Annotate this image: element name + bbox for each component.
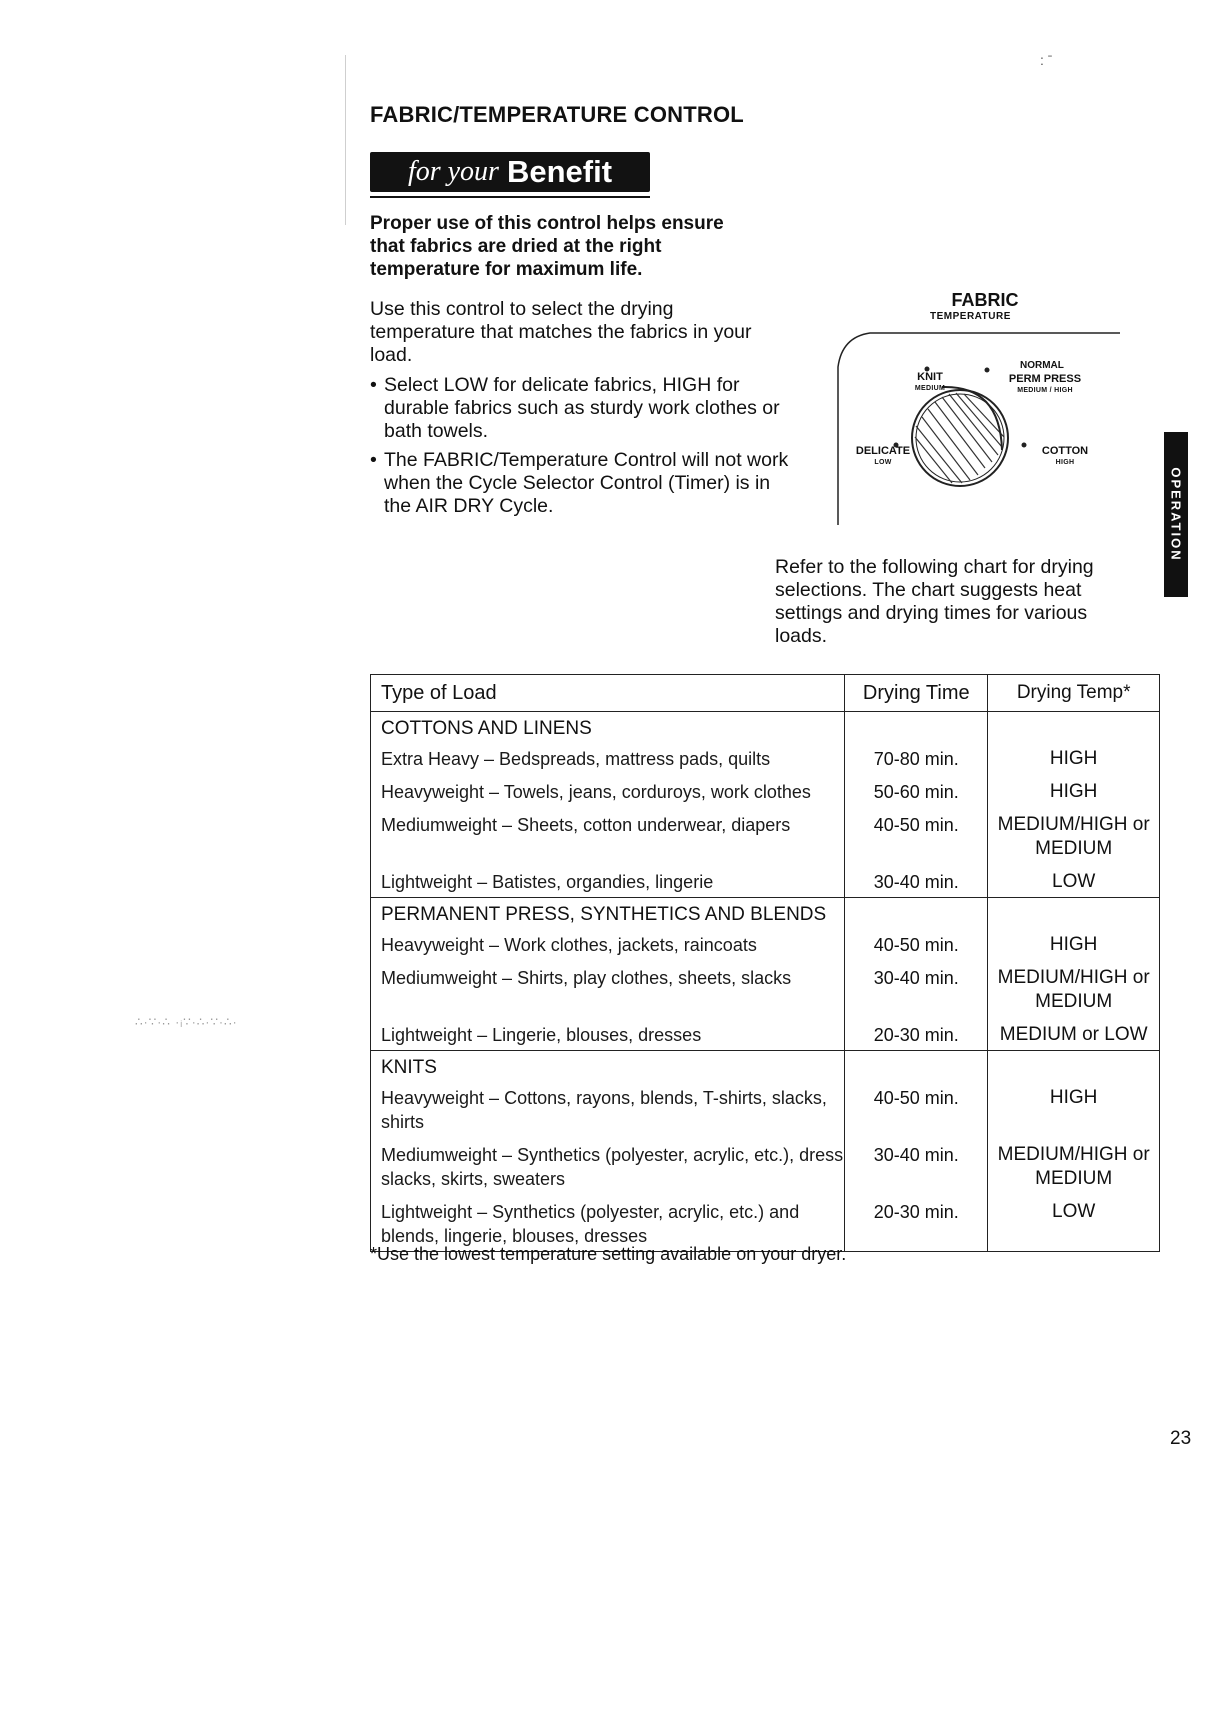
table-row <box>371 864 1160 898</box>
table-row <box>371 1137 1160 1194</box>
benefit-banner <box>370 152 650 192</box>
time-cell: 30-40 min. <box>845 960 988 1017</box>
dial-label-cotton: COTTON HIGH <box>1035 445 1095 469</box>
temp-cell: HIGH <box>988 1080 1160 1137</box>
header-drying-time: Drying Time <box>845 675 988 712</box>
page-number: 23 <box>1170 1428 1192 1449</box>
benefit-underline <box>370 196 650 198</box>
table-footnote: *Use the lowest temperature setting available on your dryer. <box>370 1244 847 1264</box>
table-row <box>371 1017 1160 1051</box>
side-tab-label: OPERATION <box>1168 467 1184 562</box>
temp-cell: MEDIUM/HIGH or MEDIUM <box>988 807 1160 864</box>
temp-cell: MEDIUM/HIGH or MEDIUM <box>988 1137 1160 1194</box>
instruction-bullet: • Select LOW for delicate fabrics, HIGH for durable fabrics such as sturdy work clothes or bath towels. <box>370 374 794 443</box>
header-drying-temp: Drying Temp* <box>988 675 1160 712</box>
dial-label-perm-temp: MEDIUM / HIGH <box>1017 387 1073 394</box>
side-section-tab <box>1164 432 1188 597</box>
benefit-banner-word: Benefit <box>506 154 613 189</box>
load-cell: Heavyweight – Work clothes, jackets, raincoats <box>371 927 845 960</box>
group-name: PERMANENT PRESS, SYNTHETICS AND BLENDS <box>371 898 845 928</box>
benefit-banner-prefix: for your <box>407 156 499 187</box>
header-type-of-load: Type of Load <box>371 675 845 712</box>
temp-cell: MEDIUM or LOW <box>988 1017 1160 1051</box>
time-cell: 20-30 min. <box>845 1194 988 1252</box>
temp-cell: LOW <box>988 1194 1160 1252</box>
load-cell: Mediumweight – Synthetics (polyester, acrylic, etc.), dress slacks, skirts, sweaters <box>371 1137 845 1194</box>
refer-paragraph: Refer to the following chart for drying selections. The chart suggests heat settings and drying times for various loads. <box>775 556 1094 647</box>
dial-label-perm-press: PERM PRESS MEDIUM / HIGH <box>995 373 1095 397</box>
temp-cell: HIGH <box>988 741 1160 774</box>
table-row <box>371 1080 1160 1137</box>
temp-cell: LOW <box>988 864 1160 898</box>
dial-label-delicate-temp: LOW <box>874 459 892 466</box>
time-cell: 30-40 min. <box>845 864 988 898</box>
section-title: FABRIC/TEMPERATURE CONTROL <box>370 102 744 127</box>
dial-knob-icon <box>912 387 1008 486</box>
load-cell: Extra Heavy – Bedspreads, mattress pads, quilts <box>371 741 845 774</box>
dial-label-delicate: DELICATE LOW <box>848 445 918 469</box>
dial-subtitle: TEMPERATURE <box>930 311 1011 322</box>
scan-mark: : ˉ <box>1040 52 1053 68</box>
load-cell: Heavyweight – Towels, jeans, corduroys, work clothes <box>371 774 845 807</box>
instruction-bullet: • The FABRIC/Temperature Control will not work when the Cycle Selector Control (Timer) is in the AIR DRY Cycle. <box>370 449 794 518</box>
time-cell: 70-80 min. <box>845 741 988 774</box>
time-cell: 50-60 min. <box>845 774 988 807</box>
table-row <box>371 774 1160 807</box>
load-cell: Mediumweight – Sheets, cotton underwear, diapers <box>371 807 845 864</box>
cotton-indicator-dot <box>1022 443 1027 448</box>
dial-title: FABRIC <box>951 290 1019 310</box>
load-cell: Lightweight – Lingerie, blouses, dresses <box>371 1017 845 1051</box>
perm-indicator-dot <box>985 368 990 373</box>
load-cell: Mediumweight – Shirts, play clothes, sheets, slacks <box>371 960 845 1017</box>
time-cell: 40-50 min. <box>845 807 988 864</box>
table-group-row <box>371 1051 1160 1081</box>
table-row <box>371 741 1160 774</box>
time-cell: 40-50 min. <box>845 1080 988 1137</box>
dial-label-cotton-temp: HIGH <box>1055 459 1075 466</box>
load-cell: Heavyweight – Cottons, rayons, blends, T-shirts, slacks, shirts <box>371 1080 845 1137</box>
temp-cell: MEDIUM/HIGH or MEDIUM <box>988 960 1160 1017</box>
load-cell: Lightweight – Batistes, organdies, lingerie <box>371 864 845 898</box>
time-cell: 30-40 min. <box>845 1137 988 1194</box>
table-header-row <box>371 675 1160 712</box>
table-group-row <box>371 898 1160 928</box>
intro-paragraph: Use this control to select the drying temperature that matches the fabrics in your load. <box>370 298 752 366</box>
table-row <box>371 927 1160 960</box>
time-cell: 20-30 min. <box>845 1017 988 1051</box>
temp-cell: HIGH <box>988 927 1160 960</box>
load-cell: Lightweight – Synthetics (polyester, acrylic, etc.) and blends, lingerie, blouses, dresses <box>371 1194 845 1252</box>
table-group-row <box>371 712 1160 742</box>
scan-speckle-noise: ∴·∵·∴ ·ᵢ∵·∴·∵·∴· <box>135 1015 238 1029</box>
time-cell: 40-50 min. <box>845 927 988 960</box>
group-name: KNITS <box>371 1051 845 1081</box>
table-row <box>371 807 1160 864</box>
group-name: COTTONS AND LINENS <box>371 712 845 742</box>
table-row <box>371 1194 1160 1252</box>
fabric-temperature-dial-illustration <box>830 325 1130 535</box>
dial-label-knit: KNIT MEDIUM <box>900 371 960 395</box>
temp-cell: HIGH <box>988 774 1160 807</box>
dial-label-knit-temp: MEDIUM <box>914 385 946 392</box>
table-row <box>371 960 1160 1017</box>
drying-chart-table <box>370 674 1160 1252</box>
benefit-statement: Proper use of this control helps ensure that fabrics are dried at the right temperature for maximum life. <box>370 213 724 280</box>
dial-label-normal: NORMAL <box>1020 360 1064 371</box>
